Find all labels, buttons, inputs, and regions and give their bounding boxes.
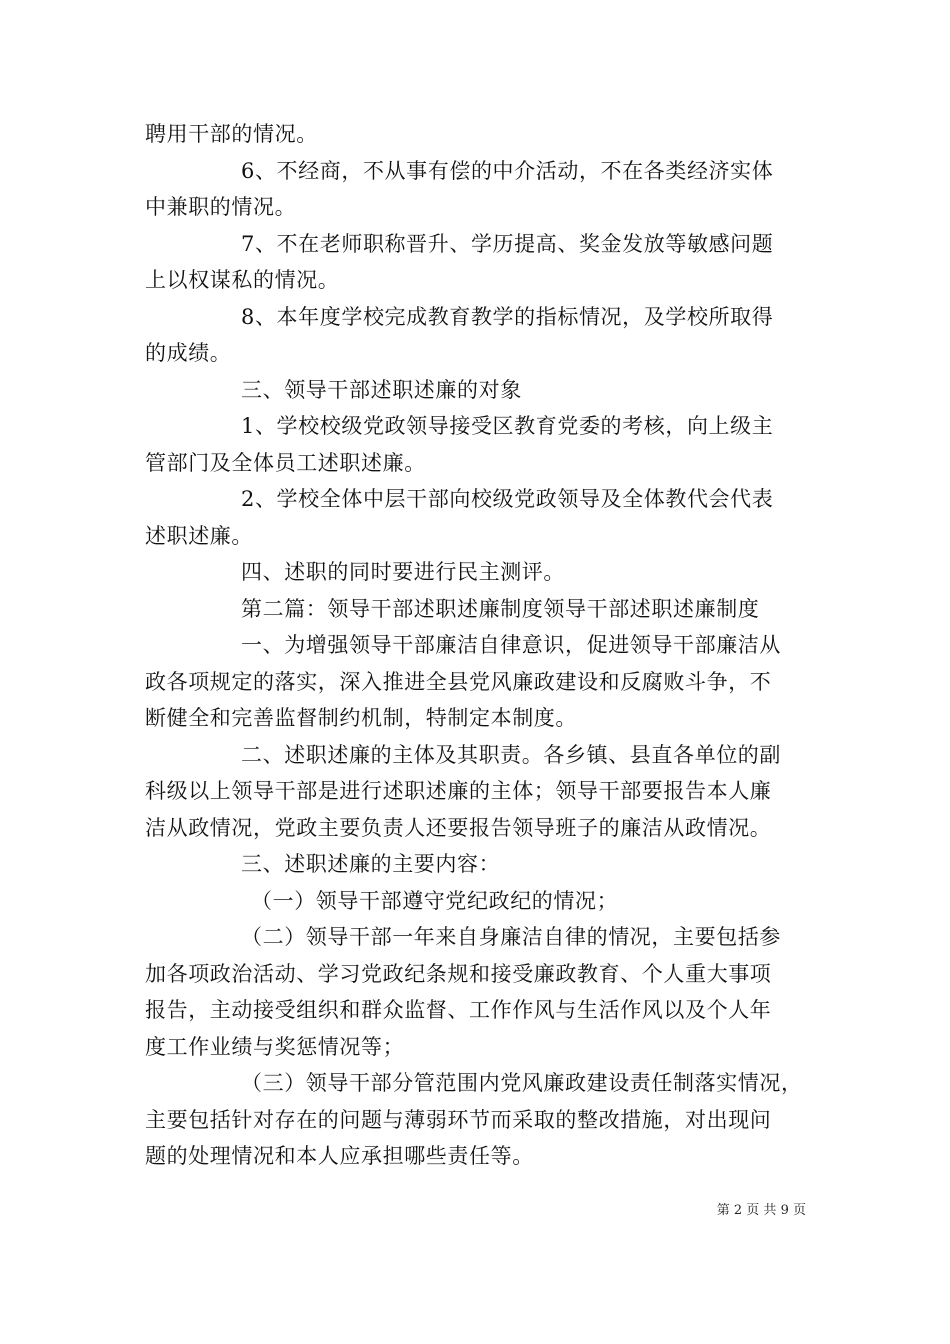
page-suffix: 页	[792, 1203, 806, 1218]
text-line: 聘用干部的情况。	[145, 122, 318, 146]
text-line: 上以权谋私的情况。	[145, 268, 340, 292]
chapter-heading: 第二篇：领导干部述职述廉制度领导干部述职述廉制度	[241, 596, 760, 621]
page-middle: 页 共	[746, 1203, 777, 1218]
text-line: 二、述职述廉的主体及其职责。各乡镇、县直各单位的副	[241, 742, 781, 767]
text-line: 主要包括针对存在的问题与薄弱环节而采取的整改措施，对出现问	[145, 1107, 772, 1132]
text-line: 中兼职的情况。	[145, 195, 297, 219]
text-line: 8、本年度学校完成教育教学的指标情况，及学校所取得	[241, 304, 774, 329]
section-heading: 三、领导干部述职述廉的对象	[241, 377, 522, 402]
text-line: 管部门及全体员工述职述廉。	[145, 450, 426, 475]
text-line: （一）领导干部遵守党纪政纪的情况；	[251, 888, 619, 913]
text-line: 洁从政情况，党政主要负责人还要报告领导班子的廉洁从政情况。	[145, 815, 772, 840]
text-line: 度工作业绩与奖惩情况等；	[145, 1034, 405, 1059]
section-heading: 四、述职的同时要进行民主测评。	[241, 560, 565, 584]
text-line: 2、学校全体中层干部向校级党政领导及全体教代会代表	[241, 487, 774, 511]
section-heading: 三、述职述廉的主要内容：	[241, 852, 501, 876]
text-line: 的成绩。	[145, 341, 232, 365]
text-line: 政各项规定的落实，深入推进全县党风廉政建设和反腐败斗争，不	[145, 669, 772, 694]
text-line: 一、为增强领导干部廉洁自律意识，促进领导干部廉洁从	[241, 633, 781, 657]
text-line: 加各项政治活动、学习党政纪条规和接受廉政教育、个人重大事项	[145, 961, 772, 986]
text-line: 科级以上领导干部是进行述职述廉的主体；领导干部要报告本人廉	[145, 779, 772, 803]
document-body	[145, 116, 807, 1175]
text-line: 题的处理情况和本人应承担哪些责任等。	[145, 1144, 534, 1168]
text-line: 述职述廉。	[145, 523, 253, 548]
text-line: 报告，主动接受组织和群众监督、工作作风与生活作风以及个人年	[145, 998, 772, 1022]
page-footer	[0, 1202, 950, 1220]
text-line: 7、不在老师职称晋升、学历提高、奖金发放等敏感问题	[241, 231, 774, 256]
text-line: 6、不经商，不从事有偿的中介活动，不在各类经济实体	[241, 158, 774, 183]
page-number: 2	[733, 1203, 743, 1218]
text-line: （二）领导干部一年来自身廉洁自律的情况，主要包括参	[241, 925, 781, 949]
page-prefix: 第	[716, 1203, 730, 1218]
text-line: （三）领导干部分管范围内党风廉政建设责任制落实情况，	[241, 1071, 803, 1095]
total-pages: 9	[780, 1203, 789, 1218]
text-line: 断健全和完善监督制约机制，特制定本制度。	[145, 706, 577, 730]
text-line: 1、学校校级党政领导接受区教育党委的考核，向上级主	[241, 414, 774, 438]
